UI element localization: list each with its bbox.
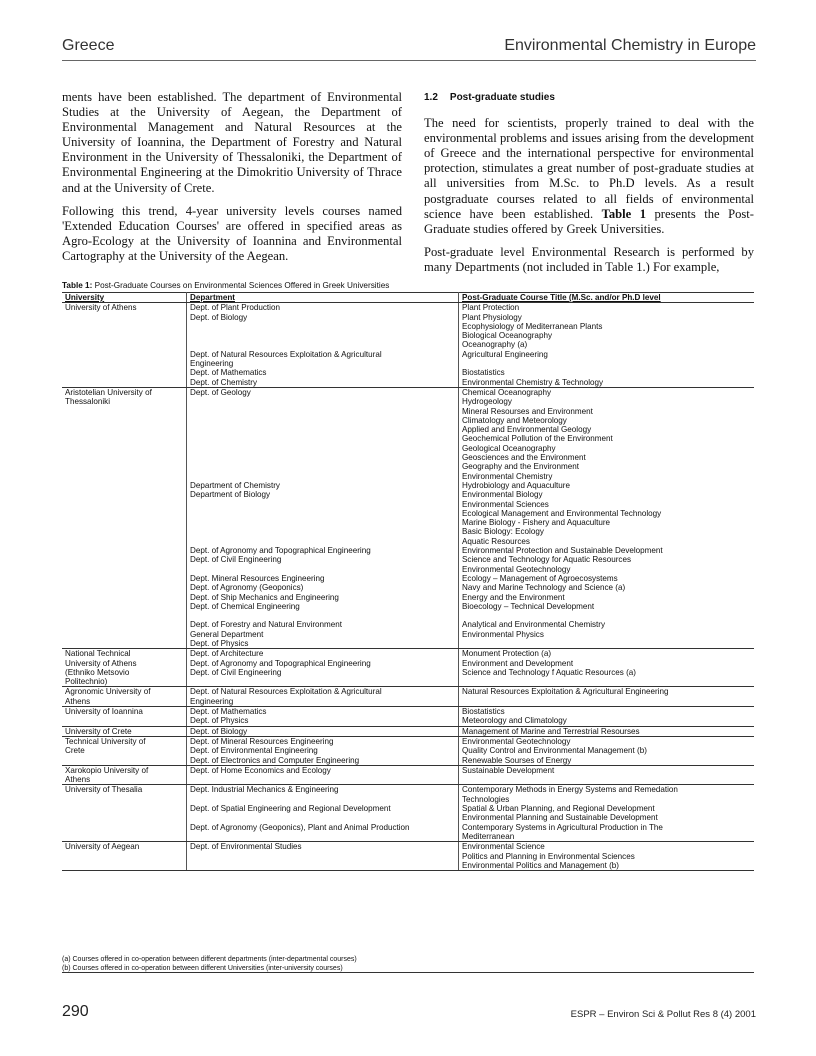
cell-line: University of Thesalia <box>65 785 143 795</box>
cell-line: Natural Resources Exploitation & Agricultural Engineering <box>462 687 669 697</box>
university-cell <box>62 726 187 736</box>
right-text-column <box>424 90 754 283</box>
cell-line <box>190 444 455 453</box>
department-cell <box>187 687 459 707</box>
cell-line: Energy and the Environment <box>462 592 565 602</box>
cell-line: Aristotelian University of <box>65 387 152 397</box>
department-cell <box>187 649 459 687</box>
cell-line: Biostatistics <box>462 707 505 717</box>
cell-line: Agricultural Engineering <box>462 349 548 359</box>
cell-line: National Technical <box>65 649 131 659</box>
cell-line <box>190 340 455 349</box>
cell-line: Athens <box>65 775 91 785</box>
cell-line: Dept. of Agronomy and Topographical Engineering <box>190 658 371 668</box>
cell-line: Dept. of Geology <box>190 387 251 397</box>
cell-line: Dept. of Spatial Engineering and Regional Development <box>190 804 391 814</box>
course-cell <box>459 649 755 687</box>
cell-line: Dept. of Chemical Engineering <box>190 601 300 611</box>
courses-table <box>62 292 754 871</box>
course-cell <box>459 303 755 388</box>
table-caption <box>62 281 389 290</box>
table-caption-text: Post-Graduate Courses on Environmental Sciences Offered in Greek Universities <box>94 281 390 290</box>
cell-line: Geosciences and the Environment <box>462 453 586 463</box>
university-cell <box>62 765 187 785</box>
university-cell <box>62 303 187 388</box>
cell-line <box>190 472 455 481</box>
department-cell <box>187 736 459 765</box>
course-cell <box>459 687 755 707</box>
cell-line: University of Aegean <box>65 842 140 852</box>
cell-line: Basic Biology: Ecology <box>462 527 544 537</box>
cell-line: Hydrobiology and Aquaculture <box>462 480 570 490</box>
cell-line <box>190 331 455 340</box>
running-header-country: Greece <box>62 37 115 54</box>
cell-line: Environmental Protection and Sustainable Development <box>462 546 663 556</box>
paragraph: Following this trend, 4-year university levels courses named 'Extended Education Courses' are offered in specified areas as Agro-Ecology at the University of Ioannina and Environmental Cartography at the University of the Aegean. <box>62 203 402 263</box>
cell-line: Biological Oceanography <box>462 331 552 341</box>
cell-line <box>190 425 455 434</box>
department-cell <box>187 765 459 785</box>
section-title: Post-graduate studies <box>449 92 555 103</box>
course-cell <box>459 736 755 765</box>
university-cell <box>62 649 187 687</box>
cell-line: Dept. of Natural Resources Exploitation & Agricultural <box>190 687 382 697</box>
cell-line: Dept. of Physics <box>190 716 249 726</box>
cell-line: Dept. of Mathematics <box>190 368 267 378</box>
course-cell <box>459 726 755 736</box>
university-cell <box>62 736 187 765</box>
cell-line: Dept. of Physics <box>190 638 249 648</box>
cell-line: Dept. of Home Economics and Ecology <box>190 765 331 775</box>
table-footnotes <box>62 956 754 973</box>
cell-line: Agronomic University of <box>65 687 151 697</box>
department-cell <box>187 726 459 736</box>
table-row <box>62 785 754 842</box>
header-rule <box>62 60 756 61</box>
cell-line: Ecophysiology of Mediterranean Plants <box>462 321 603 331</box>
university-cell <box>62 687 187 707</box>
cell-line: Contemporary Methods in Energy Systems and Remedation <box>462 785 678 795</box>
cell-line: Mediterranean <box>462 831 515 841</box>
cell-line: (Ethniko Metsovio <box>65 667 130 677</box>
cell-line <box>190 500 455 509</box>
cell-line: Geological Oceanography <box>462 443 556 453</box>
cell-line: Plant Protection <box>462 303 520 313</box>
table-row <box>62 726 754 736</box>
cell-line: Dept. of Natural Resources Exploitation & Agricultural <box>190 349 382 359</box>
cell-line: General Department <box>190 629 264 639</box>
cell-line: Mineral Resourses and Environment <box>462 406 593 416</box>
table-body <box>62 303 754 871</box>
cell-line: Dept. of Architecture <box>190 649 264 659</box>
table-reference: Table 1 <box>601 206 647 221</box>
cell-line: Science and Technology f Aquatic Resources (a) <box>462 667 636 677</box>
cell-line: Dept. of Biology <box>190 312 248 322</box>
cell-line: Thessaloniki <box>65 397 110 407</box>
section-number: 1.2 <box>424 92 438 103</box>
course-cell <box>459 785 755 842</box>
cell-line: Engineering <box>190 696 234 706</box>
cell-line: University of Crete <box>65 726 132 736</box>
cell-line: Dept. of Agronomy (Geoponics) <box>190 583 304 593</box>
cell-line: Navy and Marine Technology and Science (a) <box>462 583 626 593</box>
cell-line: Environmental Politics and Management (b) <box>462 860 620 870</box>
cell-line: Dept. of Mathematics <box>190 707 267 717</box>
table-caption-label: Table 1: <box>62 281 93 290</box>
course-cell <box>459 387 755 648</box>
cell-line <box>190 434 455 443</box>
university-cell <box>62 387 187 648</box>
footnote: (a) Courses offered in co-operation between different departments (inter-departmental courses) <box>62 956 357 963</box>
cell-line: Engineering <box>190 359 234 369</box>
cell-line: Spatial & Urban Planning, and Regional Development <box>462 804 655 814</box>
cell-line: Plant Physiology <box>462 312 522 322</box>
department-cell <box>187 387 459 648</box>
cell-line: Politechnio) <box>65 677 108 687</box>
running-header-title: Environmental Chemistry in Europe <box>504 37 756 54</box>
cell-line: Dept. of Ship Mechanics and Engineering <box>190 592 339 602</box>
cell-line: Geography and the Environment <box>462 462 579 472</box>
cell-line: Chemical Oceanography <box>462 387 552 397</box>
left-text-column <box>62 90 402 272</box>
table-row <box>62 687 754 707</box>
cell-line: Climatology and Meteorology <box>462 415 567 425</box>
cell-line: Technologies <box>462 794 510 804</box>
cell-line <box>190 407 455 416</box>
cell-line <box>190 611 455 620</box>
course-cell <box>459 842 755 871</box>
table-row <box>62 707 754 727</box>
cell-line <box>190 462 455 471</box>
cell-line <box>462 611 751 620</box>
table-header-row <box>62 293 754 303</box>
cell-line: Dept. Industrial Mechanics & Engineering <box>190 785 339 795</box>
cell-line: Marine Biology - Fishery and Aquaculture <box>462 518 611 528</box>
cell-line: Dept. of Electronics and Computer Engineering <box>190 755 360 765</box>
cell-line: Dept. of Forestry and Natural Environment <box>190 620 343 630</box>
cell-line: Geochemical Pollution of the Environment <box>462 434 613 444</box>
cell-line: University of Athens <box>65 658 137 668</box>
cell-line <box>190 565 455 574</box>
journal-citation: ESPR – Environ Sci & Pollut Res 8 (4) 2001 <box>570 1009 756 1020</box>
cell-line: Dept. of Civil Engineering <box>190 667 282 677</box>
department-cell <box>187 707 459 727</box>
cell-line: Crete <box>65 746 85 756</box>
cell-line <box>190 453 455 462</box>
paragraph: Post-graduate level Environmental Research is performed by many Departments (not included in Table 1.) For example, <box>424 244 754 274</box>
page-number: 290 <box>62 1003 89 1020</box>
department-cell <box>187 842 459 871</box>
column-header-department: Department <box>187 293 459 303</box>
cell-line: Environment and Development <box>462 658 574 668</box>
cell-line: Bioecology – Technical Development <box>462 601 595 611</box>
paragraph-text: presents the Post-Graduate studies offered by Greek Universities. <box>424 206 754 236</box>
table-row <box>62 649 754 687</box>
cell-line: Dept. of Environmental Engineering <box>190 746 318 756</box>
cell-line: Department of Chemistry <box>190 480 280 490</box>
cell-line: Environmental Sciences <box>462 499 549 509</box>
table-row <box>62 303 754 388</box>
cell-line: Xarokopio University of <box>65 765 149 775</box>
cell-line: Dept. Mineral Resources Engineering <box>190 573 325 583</box>
cell-line: Dept. of Plant Production <box>190 303 280 313</box>
cell-line: Biostatistics <box>462 368 505 378</box>
cell-line: Environmental Chemistry <box>462 471 553 481</box>
cell-line: Meteorology and Climatology <box>462 716 567 726</box>
cell-line: Environmental Geotechnology <box>462 564 571 574</box>
column-header-university: University <box>62 293 187 303</box>
cell-line <box>190 322 455 331</box>
cell-line <box>190 518 455 527</box>
cell-line <box>190 527 455 536</box>
cell-line: Environmental Geotechnology <box>462 736 571 746</box>
cell-line <box>190 537 455 546</box>
cell-line <box>190 416 455 425</box>
cell-line: Dept. of Biology <box>190 726 248 736</box>
course-cell <box>459 765 755 785</box>
cell-line: Sustainable Development <box>462 765 555 775</box>
cell-line <box>190 397 455 406</box>
cell-line: Quality Control and Environmental Management (b) <box>462 746 647 756</box>
cell-line: Dept. of Environmental Studies <box>190 842 302 852</box>
cell-line: Environmental Planning and Sustainable Development <box>462 813 658 823</box>
cell-line <box>190 509 455 518</box>
cell-line: Contemporary Systems in Agricultural Production in The <box>462 822 663 832</box>
cell-line <box>462 359 751 368</box>
course-cell <box>459 707 755 727</box>
cell-line: Monument Protection (a) <box>462 649 552 659</box>
department-cell <box>187 785 459 842</box>
department-cell <box>187 303 459 388</box>
cell-line: Dept. of Agronomy and Topographical Engineering <box>190 546 371 556</box>
cell-line: Department of Biology <box>190 490 271 500</box>
cell-line <box>190 795 455 804</box>
cell-line: Science and Technology for Aquatic Resources <box>462 555 632 565</box>
university-cell <box>62 842 187 871</box>
paragraph <box>424 116 754 237</box>
cell-line: Environmental Science <box>462 842 545 852</box>
cell-line: Ecology – Management of Agroecosystems <box>462 573 618 583</box>
paragraph: ments have been established. The department of Environmental Studies at the University of Aegean, the Department of Environmental Management and Natural Resources at the University of Ioannina, the Department of Forestry and Natural Environment in the University of Thessaloniki, the Department of Environmental Engineering at the Dimokritio University of Thrace and at the University of Crete. <box>62 90 402 195</box>
cell-line: Oceanography (a) <box>462 340 528 350</box>
cell-line: Politics and Planning in Environmental Sciences <box>462 851 635 861</box>
cell-line: Dept. of Chemistry <box>190 377 258 387</box>
section-heading <box>424 90 754 105</box>
cell-line: Dept. of Civil Engineering <box>190 555 282 565</box>
cell-line: University of Athens <box>65 303 137 313</box>
cell-line: Ecological Management and Environmental Technology <box>462 508 662 518</box>
cell-line: Dept. of Mineral Resources Engineering <box>190 736 334 746</box>
cell-line: Management of Marine and Terrestrial Resourses <box>462 726 640 736</box>
table-row <box>62 842 754 871</box>
cell-line: Environmental Chemistry & Technology <box>462 377 604 387</box>
cell-line: Hydrogeology <box>462 397 512 407</box>
table-row <box>62 736 754 765</box>
cell-line: Athens <box>65 696 91 706</box>
table-row <box>62 387 754 648</box>
cell-line: Technical University of <box>65 736 146 746</box>
cell-line: University of Ioannina <box>65 707 143 717</box>
footnote: (b) Courses offered in co-operation between different Universities (inter-university courses) <box>62 964 343 972</box>
cell-line: Environmental Physics <box>462 629 544 639</box>
table-row <box>62 765 754 785</box>
cell-line <box>190 813 455 822</box>
paragraph-text: The need for scientists, properly trained to deal with the environmental problems and issues arising from the development of Greece and the international perspective for environmental protection, stimulates a great number of post-graduate studies at all universities from M.Sc. to Ph.D levels. As a result postgraduate courses related to all fields of environmental science have been established. <box>424 116 754 221</box>
university-cell <box>62 785 187 842</box>
column-header-course-title: Post-Graduate Course Title (M.Sc. and/or Ph.D level <box>459 293 755 303</box>
cell-line: Applied and Environmental Geology <box>462 425 592 435</box>
university-cell <box>62 707 187 727</box>
courses-table-container <box>62 292 754 871</box>
cell-line: Dept. of Agronomy (Geoponics), Plant and Animal Production <box>190 822 410 832</box>
cell-line: Renewable Sourses of Energy <box>462 755 572 765</box>
cell-line: Environmental Biology <box>462 490 543 500</box>
cell-line: Aquatic Resources <box>462 536 530 546</box>
cell-line: Analytical and Environmental Chemistry <box>462 620 606 630</box>
footnote-rule <box>62 972 754 973</box>
